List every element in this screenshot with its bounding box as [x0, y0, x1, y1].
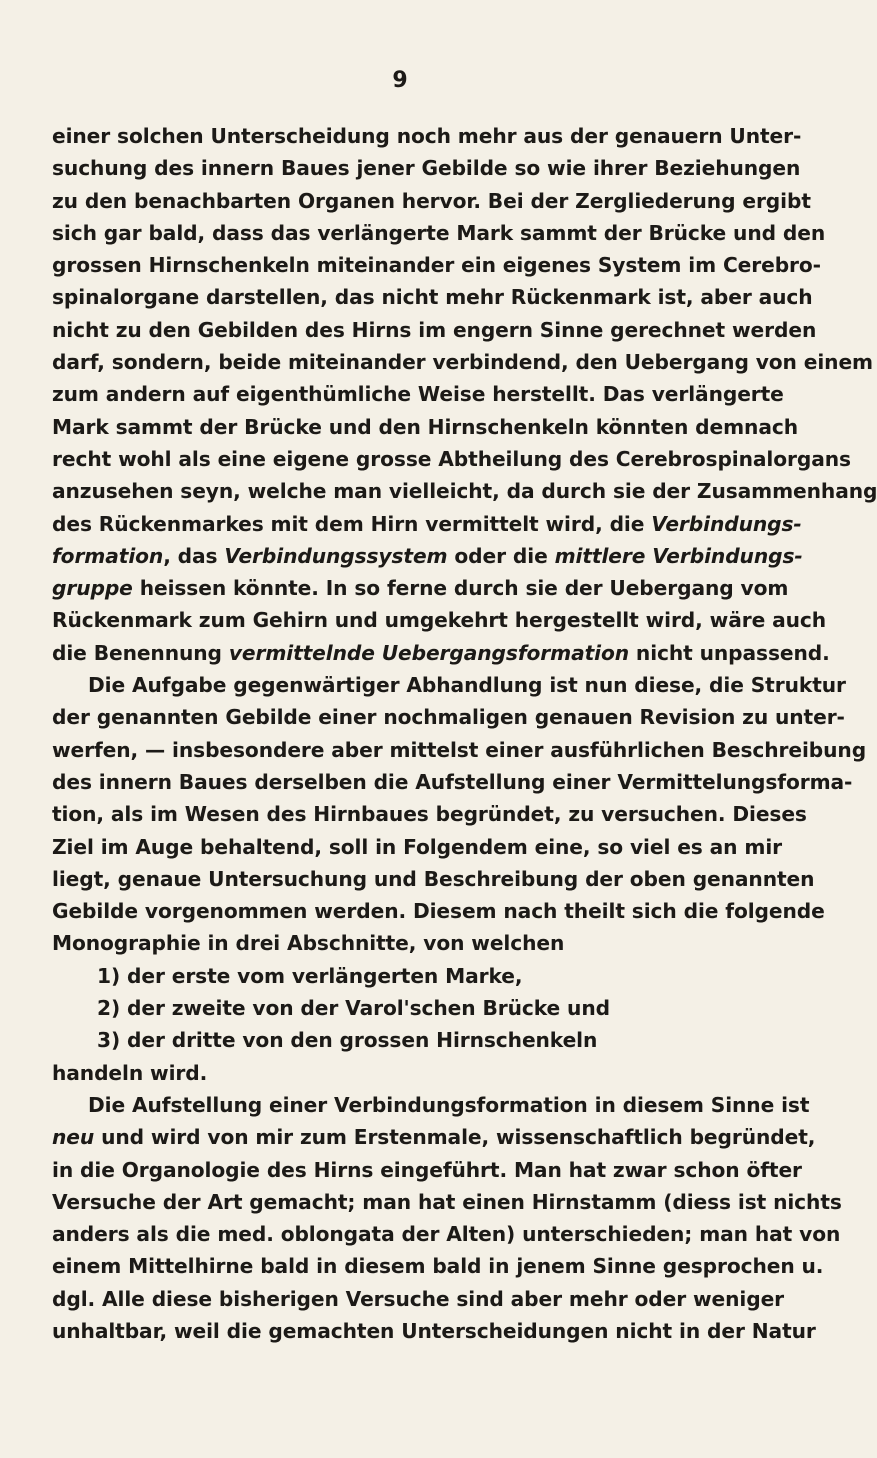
text-span: oder die — [447, 543, 555, 568]
text-line: sich gar bald, dass das verlängerte Mark sammt der Brücke und den — [52, 220, 826, 245]
text-line: Die Aufstellung einer Verbindungsformation in diesem Sinne ist — [88, 1092, 810, 1117]
term-italic: gruppe — [52, 576, 133, 601]
text-line: tion, als im Wesen des Hirnbaues begründet, zu versuchen. Dieses — [52, 802, 807, 827]
text-line: Monographie in drei Abschnitte, von welchen — [52, 931, 565, 956]
list-item: 1) der erste vom verlängerten Marke, — [97, 963, 523, 988]
text-line: darf, sondern, beide miteinander verbindend, den Uebergang von einem — [52, 350, 873, 375]
text-line: spinalorgane darstellen, das nicht mehr Rückenmark ist, aber auch — [52, 285, 813, 310]
term-italic: Verbindungs- — [651, 511, 802, 536]
text-line: Ziel im Auge behaltend, soll in Folgendem eine, so viel es an mir — [52, 834, 782, 859]
text-line: nicht zu den Gebilden des Hirns im engern Sinne gerechnet werden — [52, 317, 817, 342]
text-line — [52, 572, 789, 604]
text-span: die Benennung — [52, 640, 229, 665]
text-line: Mark sammt der Brücke und den Hirnschenkeln könnten demnach — [52, 414, 798, 439]
text-line: zu den benachbarten Organen hervor. Bei der Zergliederung ergibt — [52, 188, 811, 213]
text-line — [52, 1121, 816, 1153]
text-span: und wird von mir zum Erstenmale, wissenschaftlich begründet, — [94, 1125, 816, 1150]
text-line — [52, 637, 830, 669]
text-line: dgl. Alle diese bisherigen Versuche sind aber mehr oder weniger — [52, 1286, 785, 1311]
text-span: heissen könnte. In so ferne durch sie der Uebergang vom — [132, 576, 789, 601]
text-line: Rückenmark zum Gehirn und umgekehrt hergestellt wird, wäre auch — [52, 608, 827, 633]
text-span: des Rückenmarkes mit dem Hirn vermittelt wird, die — [52, 511, 652, 536]
page-number: 9 — [392, 68, 408, 93]
text-line: suchung des innern Baues jener Gebilde so wie ihrer Beziehungen — [52, 156, 801, 181]
text-line — [52, 508, 802, 540]
text-line: Versuche der Art gemacht; man hat einen Hirnstamm (diess ist nichts — [52, 1189, 842, 1214]
term-italic: vermittelnde Uebergangsformation — [228, 640, 629, 665]
list-item: 3) der dritte von den grossen Hirnschenkeln — [97, 1028, 598, 1053]
text-line: liegt, genaue Untersuchung und Beschreibung der oben genannten — [52, 866, 815, 891]
text-line: zum andern auf eigenthümliche Weise herstellt. Das verlängerte — [52, 382, 784, 407]
term-italic: neu — [52, 1125, 95, 1150]
text-line: werfen, — insbesondere aber mittelst einer ausführlichen Beschreibung — [52, 737, 867, 762]
text-line: anzusehen seyn, welche man vielleicht, da durch sie der Zusammenhang — [52, 479, 877, 504]
text-line: Die Aufgabe gegenwärtiger Abhandlung ist nun diese, die Struktur — [88, 673, 846, 698]
text-line: in die Organologie des Hirns eingeführt. Man hat zwar schon öfter — [52, 1157, 802, 1182]
text-line: recht wohl als eine eigene grosse Abtheilung des Cerebrospinalorgans — [52, 446, 851, 471]
list-item: 2) der zweite von der Varol'schen Brücke und — [97, 996, 610, 1021]
text-line — [52, 540, 803, 572]
text-span: , das — [163, 543, 225, 568]
text-line: der genannten Gebilde einer nochmaligen genauen Revision zu unter- — [52, 705, 845, 730]
term-italic: formation — [52, 543, 164, 568]
text-span: nicht unpassend. — [629, 640, 830, 665]
text-line: des innern Baues derselben die Aufstellung einer Vermittelungsforma- — [52, 769, 853, 794]
body-text — [52, 120, 877, 1347]
term-italic: mittlere Verbindungs- — [554, 543, 803, 568]
term-italic: Verbindungssystem — [224, 543, 448, 568]
text-line: handeln wird. — [52, 1060, 208, 1085]
text-line: einer solchen Unterscheidung noch mehr aus der genauern Unter- — [52, 124, 802, 148]
text-line: einem Mittelhirne bald in diesem bald in jenem Sinne gesprochen u. — [52, 1254, 824, 1279]
text-line: anders als die med. oblongata der Alten) unterschieden; man hat von — [52, 1222, 841, 1247]
text-line: grossen Hirnschenkeln miteinander ein eigenes System im Cerebro- — [52, 253, 821, 278]
text-line: Gebilde vorgenommen werden. Diesem nach theilt sich die folgende — [52, 899, 825, 924]
text-line: unhaltbar, weil die gemachten Unterscheidungen nicht in der Natur — [52, 1318, 816, 1343]
